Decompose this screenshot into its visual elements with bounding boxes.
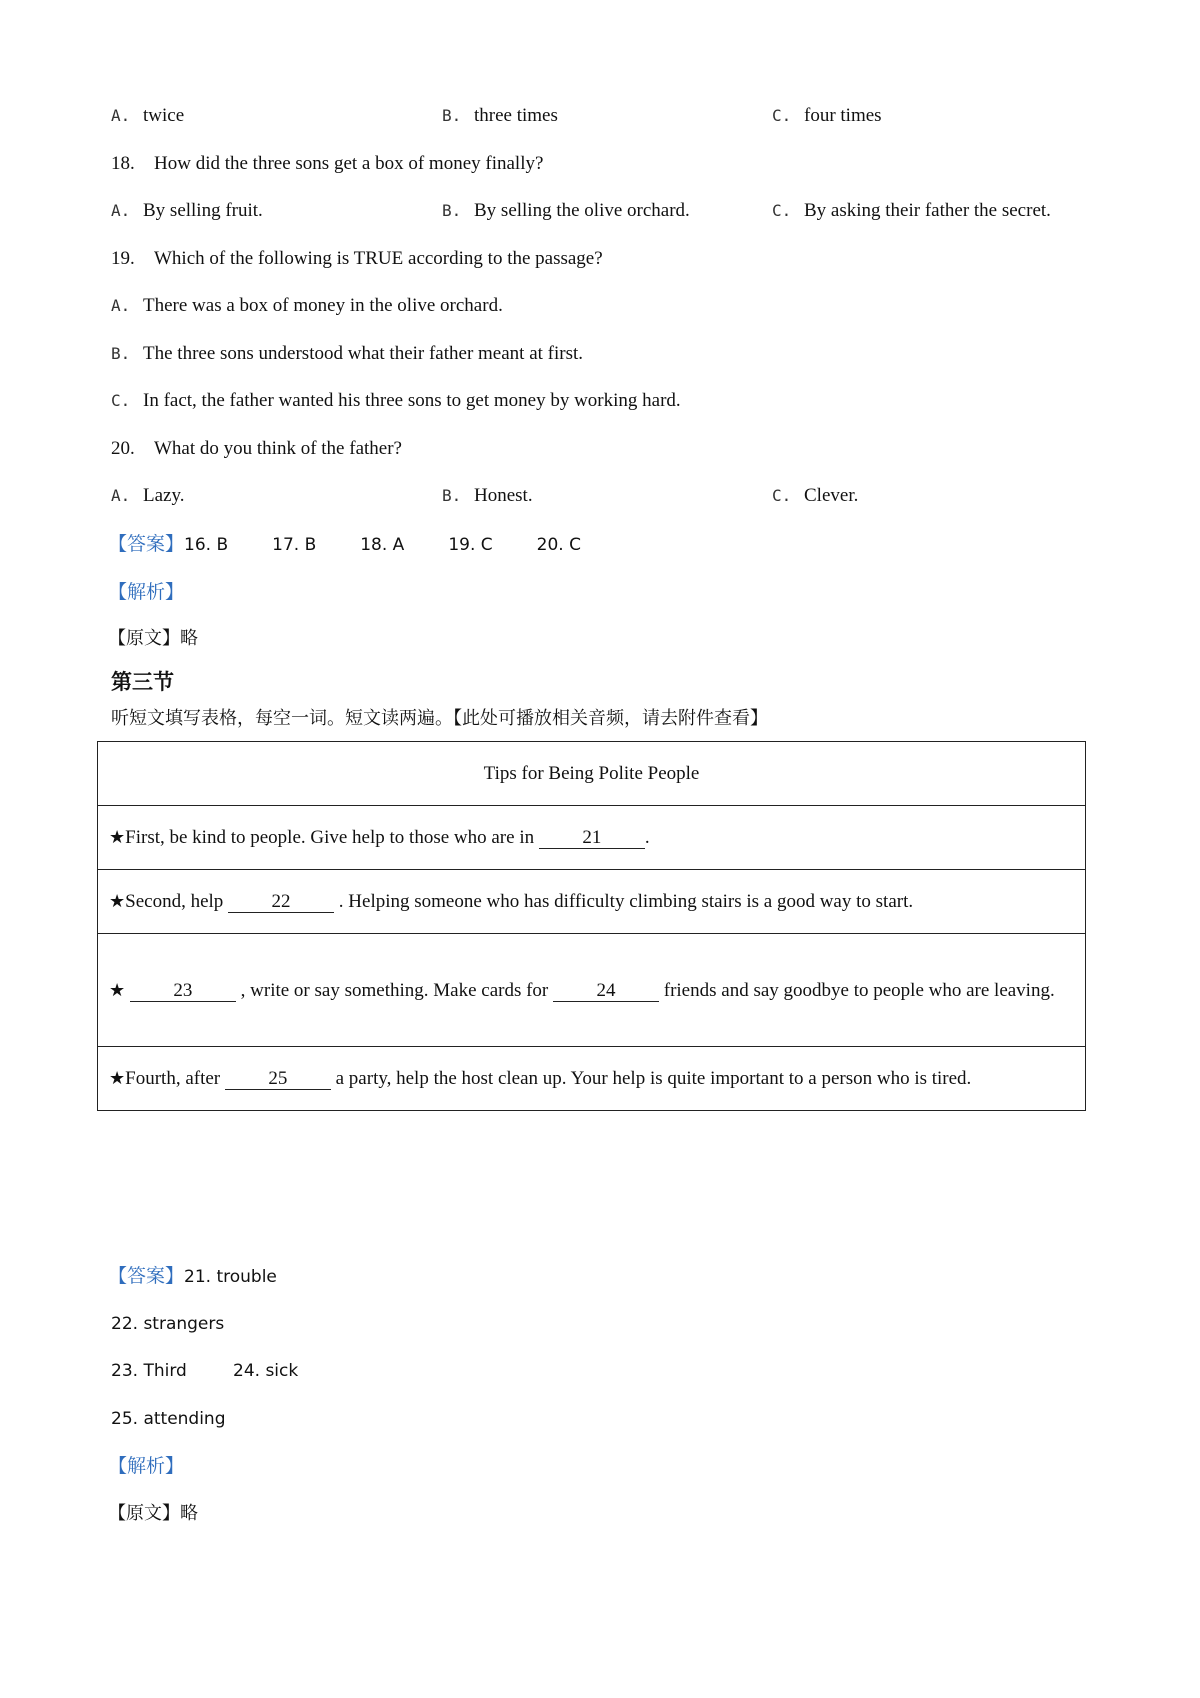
analysis-label-2: 【解析】 — [108, 1455, 185, 1477]
blank-21[interactable]: 21 — [539, 828, 645, 849]
q20-option-a: A. Lazy. — [111, 485, 185, 506]
section-heading: 第三节 — [111, 670, 174, 694]
answer-block-1: 【答案】16. B 17. B 18. A 19. C 20. C — [108, 533, 581, 555]
star-icon: ★ — [109, 1067, 126, 1089]
q19-question: 19. Which of the following is TRUE according to the passage? — [111, 248, 603, 269]
q17-option-a: A. twice — [111, 105, 185, 126]
answer-label: 【答案】 — [108, 1265, 185, 1287]
q20-question: 20. What do you think of the father? — [111, 438, 402, 459]
table-row — [98, 742, 1086, 806]
table-row: ★First, be kind to people. Give help to those who are in 21 . — [98, 806, 1086, 870]
star-icon: ★ — [109, 826, 126, 848]
q20-option-c: C. Clever. — [772, 485, 859, 506]
analysis-label-1: 【解析】 — [108, 581, 185, 603]
original-text-1: 【原文】略 — [108, 628, 198, 649]
answer-block-2: 【答案】21. trouble — [108, 1265, 277, 1287]
q17-option-b: B. three times — [442, 105, 558, 126]
blank-24[interactable]: 24 — [553, 981, 659, 1002]
q19-option-b: B. The three sons understood what their father meant at first. — [111, 343, 584, 364]
answer-label: 【答案】 — [108, 533, 185, 555]
q18-option-c: C. By asking their father the secret. — [772, 200, 1051, 221]
q18-option-a: A. By selling fruit. — [111, 200, 263, 221]
tips-table — [97, 741, 1086, 1111]
q17-option-c: C. four times — [772, 105, 882, 126]
answer-23-24: 23. Third 24. sick — [111, 1361, 299, 1381]
answer-22: 22. strangers — [111, 1314, 225, 1334]
q18-question: 18. How did the three sons get a box of money finally? — [111, 153, 544, 174]
q18-option-b: B. By selling the olive orchard. — [442, 200, 690, 221]
q20-option-b: B. Honest. — [442, 485, 533, 506]
blank-23[interactable]: 23 — [130, 981, 236, 1002]
q19-option-c: C. In fact, the father wanted his three sons to get money by working hard. — [111, 390, 681, 411]
original-text-2: 【原文】略 — [108, 1503, 198, 1524]
table-title: Tips for Being Polite People — [98, 742, 1086, 806]
table-row: ★Fourth, after 25 a party, help the host clean up. Your help is quite important to a person who is tired. — [98, 1047, 1086, 1111]
table-row: ★Second, help 22 . Helping someone who has difficulty climbing stairs is a good way to start. — [98, 870, 1086, 934]
section-instruction: 听短文填写表格，每空一词。短文读两遍。【此处可播放相关音频，请去附件查看】 — [111, 708, 768, 729]
q19-option-a: A. There was a box of money in the olive orchard. — [111, 295, 503, 316]
blank-25[interactable]: 25 — [225, 1069, 331, 1090]
answer-25: 25. attending — [111, 1409, 226, 1429]
blank-22[interactable]: 22 — [228, 892, 334, 913]
star-icon: ★ — [109, 979, 126, 1001]
star-icon: ★ — [109, 890, 126, 912]
table-row: ★ 23 , write or say something. Make cards for 24 friends and say goodbye to people who are leaving. — [98, 934, 1086, 1047]
